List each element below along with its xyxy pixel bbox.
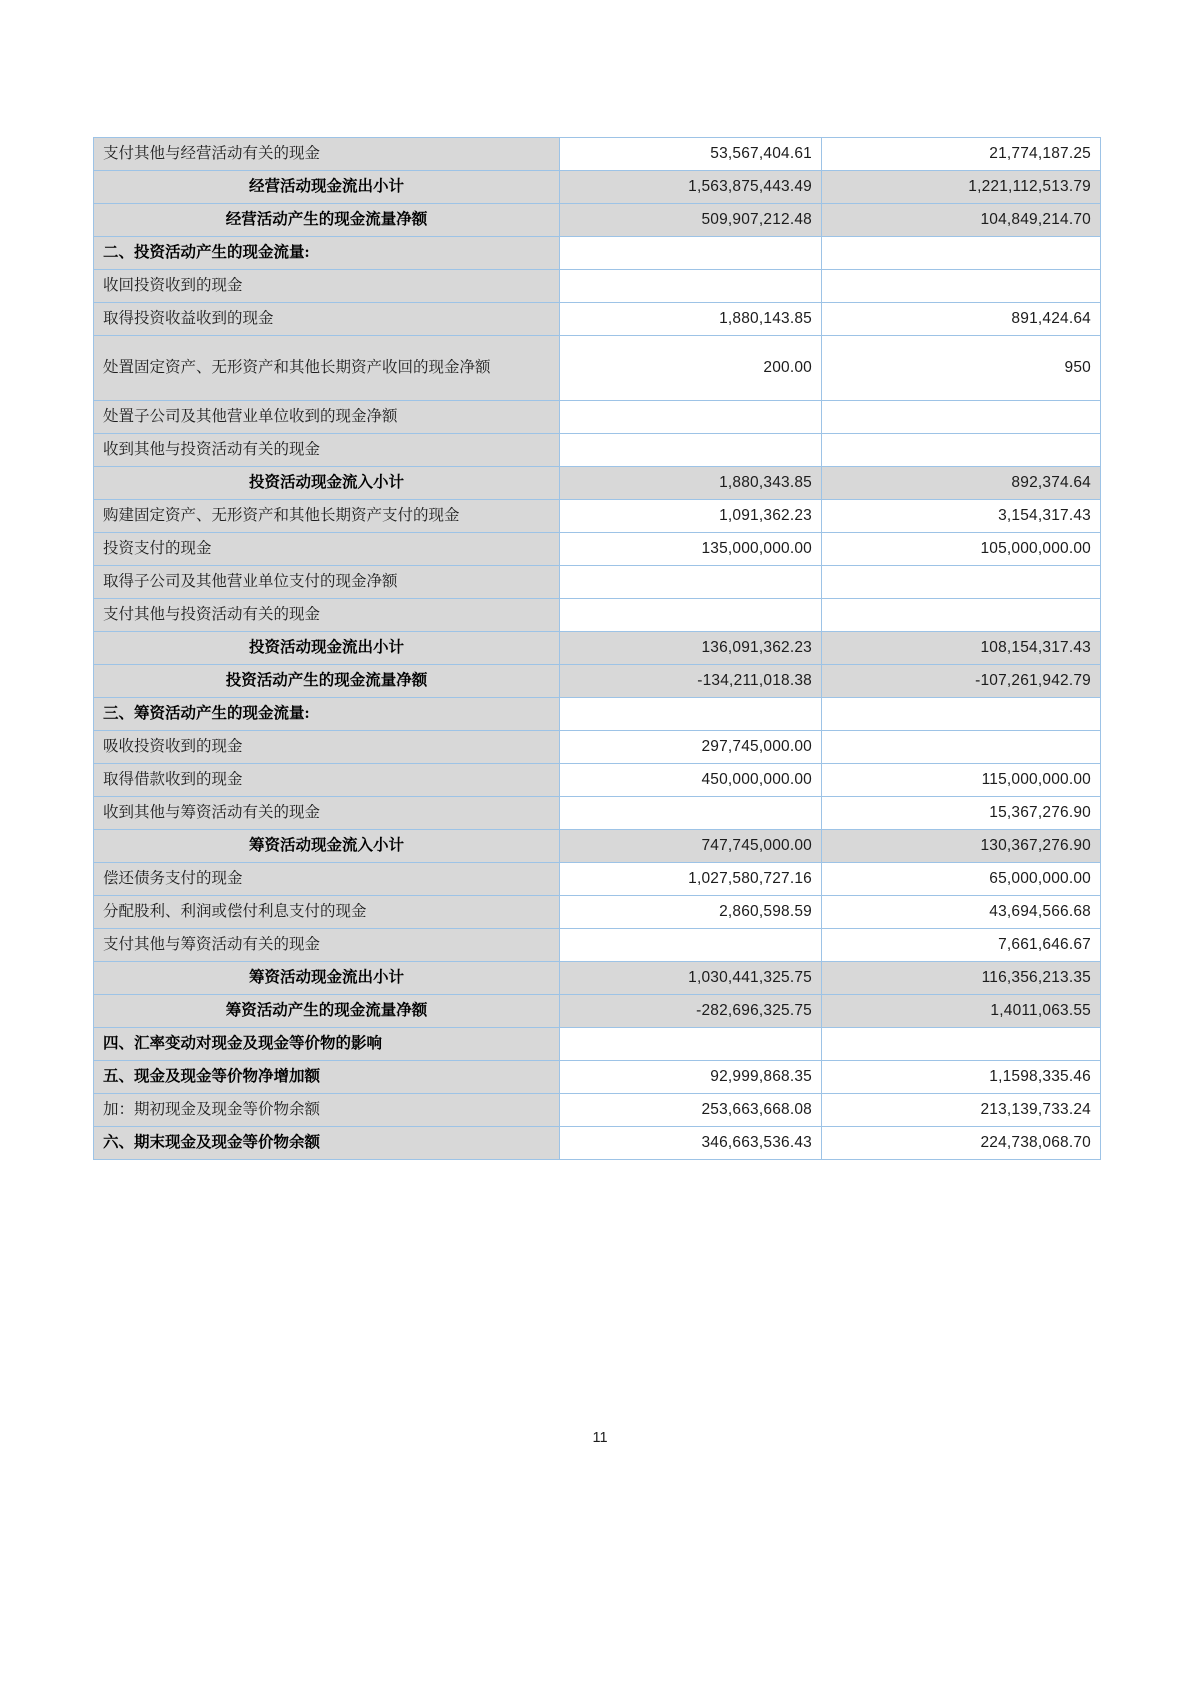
- row-label: 收到其他与投资活动有关的现金: [94, 434, 560, 467]
- value-prior-period: [822, 434, 1101, 467]
- value-prior-period: 104,849,214.70: [822, 204, 1101, 237]
- table-row: [94, 237, 1101, 270]
- value-current-period: [560, 698, 822, 731]
- row-label: 收到其他与筹资活动有关的现金: [94, 797, 560, 830]
- value-prior-period: 892,374.64: [822, 467, 1101, 500]
- table-row: [94, 533, 1101, 566]
- value-prior-period: 15,367,276.90: [822, 797, 1101, 830]
- row-label: 投资支付的现金: [94, 533, 560, 566]
- value-prior-period: 1,221,112,513.79: [822, 171, 1101, 204]
- value-current-period: 1,880,143.85: [560, 303, 822, 336]
- value-current-period: -282,696,325.75: [560, 995, 822, 1028]
- table-row: [94, 665, 1101, 698]
- table-row: [94, 929, 1101, 962]
- value-prior-period: 116,356,213.35: [822, 962, 1101, 995]
- row-label: 取得借款收到的现金: [94, 764, 560, 797]
- value-prior-period: [822, 599, 1101, 632]
- row-label: 投资活动产生的现金流量净额: [94, 665, 560, 698]
- value-current-period: [560, 1028, 822, 1061]
- value-prior-period: [822, 1028, 1101, 1061]
- value-current-period: 92,999,868.35: [560, 1061, 822, 1094]
- table-row: [94, 171, 1101, 204]
- row-label: 加：期初现金及现金等价物余额: [94, 1094, 560, 1127]
- row-label: 经营活动现金流出小计: [94, 171, 560, 204]
- value-current-period: 135,000,000.00: [560, 533, 822, 566]
- row-label: 六、期末现金及现金等价物余额: [94, 1127, 560, 1160]
- row-label: 筹资活动现金流入小计: [94, 830, 560, 863]
- row-label: 分配股利、利润或偿付利息支付的现金: [94, 896, 560, 929]
- value-prior-period: 65,000,000.00: [822, 863, 1101, 896]
- row-label: 取得投资收益收到的现金: [94, 303, 560, 336]
- cash-flow-statement-table: [93, 137, 1101, 1160]
- row-label: 投资活动现金流出小计: [94, 632, 560, 665]
- value-current-period: [560, 401, 822, 434]
- value-current-period: 1,091,362.23: [560, 500, 822, 533]
- value-current-period: 253,663,668.08: [560, 1094, 822, 1127]
- value-current-period: 747,745,000.00: [560, 830, 822, 863]
- value-current-period: 136,091,362.23: [560, 632, 822, 665]
- value-current-period: 1,880,343.85: [560, 467, 822, 500]
- row-label: 筹资活动产生的现金流量净额: [94, 995, 560, 1028]
- value-prior-period: 105,000,000.00: [822, 533, 1101, 566]
- value-current-period: [560, 270, 822, 303]
- row-label: 投资活动现金流入小计: [94, 467, 560, 500]
- value-prior-period: 21,774,187.25: [822, 138, 1101, 171]
- table-row: [94, 1094, 1101, 1127]
- table-row: [94, 698, 1101, 731]
- table-row: [94, 336, 1101, 401]
- value-prior-period: 130,367,276.90: [822, 830, 1101, 863]
- value-current-period: 297,745,000.00: [560, 731, 822, 764]
- value-prior-period: [822, 401, 1101, 434]
- table-row: [94, 632, 1101, 665]
- value-current-period: [560, 929, 822, 962]
- value-prior-period: 1,4011,063.55: [822, 995, 1101, 1028]
- value-prior-period: 43,694,566.68: [822, 896, 1101, 929]
- table-row: [94, 467, 1101, 500]
- value-current-period: 200.00: [560, 336, 822, 401]
- table-row: [94, 500, 1101, 533]
- row-label: 支付其他与筹资活动有关的现金: [94, 929, 560, 962]
- value-current-period: 1,030,441,325.75: [560, 962, 822, 995]
- table-row: [94, 303, 1101, 336]
- table-row: [94, 566, 1101, 599]
- value-current-period: 450,000,000.00: [560, 764, 822, 797]
- value-current-period: 346,663,536.43: [560, 1127, 822, 1160]
- value-prior-period: 891,424.64: [822, 303, 1101, 336]
- table-row: [94, 896, 1101, 929]
- table-row: [94, 270, 1101, 303]
- value-current-period: -134,211,018.38: [560, 665, 822, 698]
- value-current-period: 2,860,598.59: [560, 896, 822, 929]
- table-row: [94, 138, 1101, 171]
- table-row: [94, 1061, 1101, 1094]
- row-label: 支付其他与经营活动有关的现金: [94, 138, 560, 171]
- table-row: [94, 830, 1101, 863]
- value-prior-period: 1,1598,335.46: [822, 1061, 1101, 1094]
- value-prior-period: [822, 731, 1101, 764]
- value-prior-period: [822, 698, 1101, 731]
- row-label: 支付其他与投资活动有关的现金: [94, 599, 560, 632]
- table-row: [94, 764, 1101, 797]
- cash-flow-table-body: [94, 138, 1101, 1160]
- value-prior-period: 7,661,646.67: [822, 929, 1101, 962]
- table-row: [94, 1028, 1101, 1061]
- value-prior-period: [822, 237, 1101, 270]
- value-current-period: [560, 566, 822, 599]
- row-label: 收回投资收到的现金: [94, 270, 560, 303]
- table-row: [94, 204, 1101, 237]
- value-prior-period: [822, 566, 1101, 599]
- value-prior-period: 950: [822, 336, 1101, 401]
- table-row: [94, 401, 1101, 434]
- value-current-period: 509,907,212.48: [560, 204, 822, 237]
- value-prior-period: -107,261,942.79: [822, 665, 1101, 698]
- row-label: 经营活动产生的现金流量净额: [94, 204, 560, 237]
- table-row: [94, 962, 1101, 995]
- table-row: [94, 434, 1101, 467]
- value-current-period: 1,563,875,443.49: [560, 171, 822, 204]
- value-current-period: 1,027,580,727.16: [560, 863, 822, 896]
- row-label: 处置固定资产、无形资产和其他长期资产收回的现金净额: [94, 336, 560, 401]
- page-number: 11: [592, 1430, 608, 1446]
- value-current-period: [560, 434, 822, 467]
- value-prior-period: 108,154,317.43: [822, 632, 1101, 665]
- row-label: 购建固定资产、无形资产和其他长期资产支付的现金: [94, 500, 560, 533]
- value-prior-period: [822, 270, 1101, 303]
- row-label: 三、筹资活动产生的现金流量:: [94, 698, 560, 731]
- value-prior-period: 213,139,733.24: [822, 1094, 1101, 1127]
- row-label: 偿还债务支付的现金: [94, 863, 560, 896]
- value-current-period: [560, 797, 822, 830]
- row-label: 四、汇率变动对现金及现金等价物的影响: [94, 1028, 560, 1061]
- row-label: 取得子公司及其他营业单位支付的现金净额: [94, 566, 560, 599]
- row-label: 筹资活动现金流出小计: [94, 962, 560, 995]
- value-prior-period: 3,154,317.43: [822, 500, 1101, 533]
- table-row: [94, 731, 1101, 764]
- value-current-period: [560, 237, 822, 270]
- row-label: 五、现金及现金等价物净增加额: [94, 1061, 560, 1094]
- table-row: [94, 797, 1101, 830]
- table-row: [94, 1127, 1101, 1160]
- value-current-period: 53,567,404.61: [560, 138, 822, 171]
- value-prior-period: 115,000,000.00: [822, 764, 1101, 797]
- value-prior-period: 224,738,068.70: [822, 1127, 1101, 1160]
- row-label: 处置子公司及其他营业单位收到的现金净额: [94, 401, 560, 434]
- row-label: 吸收投资收到的现金: [94, 731, 560, 764]
- value-current-period: [560, 599, 822, 632]
- table-row: [94, 863, 1101, 896]
- table-row: [94, 599, 1101, 632]
- row-label: 二、投资活动产生的现金流量:: [94, 237, 560, 270]
- table-row: [94, 995, 1101, 1028]
